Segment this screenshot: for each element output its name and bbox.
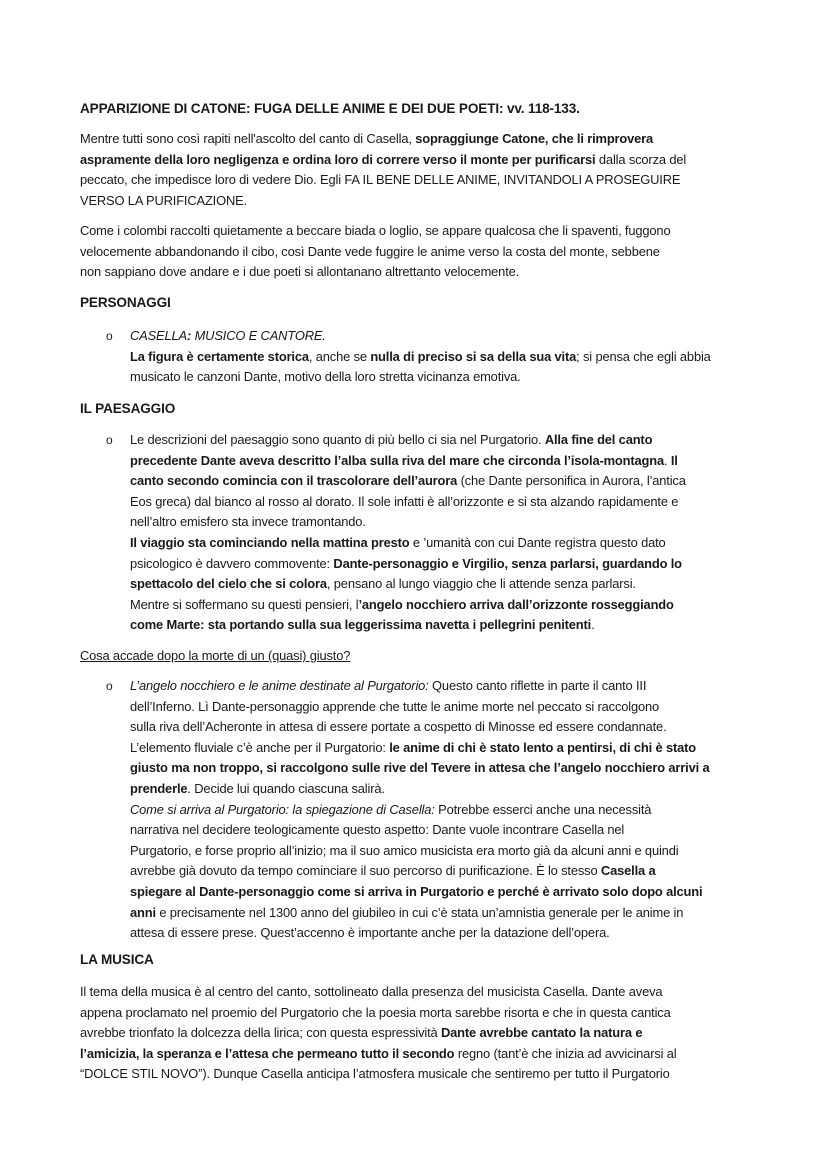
- bullet-marker: o: [106, 679, 113, 693]
- text-run: avrebbe già dovuto da tempo cominciare il suo percorso di purificazione. È lo stesso: [130, 863, 601, 879]
- text-line: [130, 923, 709, 944]
- text-run: Purgatorio, e forse proprio all’inizio; ma il suo amico musicista era morto già da alcuni anni e quindi: [130, 842, 679, 858]
- text-line: [130, 676, 709, 697]
- bullet-paesaggio: [130, 430, 686, 636]
- section-title: [80, 99, 580, 120]
- text-run: dalla scorza del: [595, 151, 687, 167]
- text-line: [80, 1064, 677, 1085]
- text-run: , anche se: [308, 348, 371, 364]
- text-line: [130, 841, 709, 862]
- text-run: nulla di preciso si sa della sua vita: [370, 348, 577, 364]
- text-line: [80, 950, 154, 971]
- text-run: IL PAESAGGIO: [80, 401, 176, 416]
- text-run: .: [664, 452, 671, 468]
- text-line: [130, 451, 686, 472]
- text-line: [130, 615, 686, 636]
- text-run: psicologico è davvero commovente:: [130, 555, 334, 571]
- text-line: [80, 1023, 677, 1044]
- text-line: [80, 242, 670, 263]
- bullet-angelo: [130, 676, 709, 944]
- text-run: attesa di essere prese. Quest’accenno è importante anche per la datazione dell’opera.: [130, 925, 610, 941]
- text-line: [80, 399, 175, 420]
- text-run: regno (tant’è che inizia ad avvicinarsi al: [454, 1045, 677, 1061]
- bullet-casella: [130, 326, 711, 388]
- text-run: , pensano al lungo viaggio che li attende senza parlarsi.: [326, 576, 636, 592]
- heading-musica: [80, 950, 154, 971]
- text-line: [80, 150, 686, 171]
- text-run: sopraggiunge Catone, che li rimprovera: [415, 131, 654, 146]
- text-run: Eos greca) dal bianco al rosso al dorato. Il sole infatti è all’orizzonte e si sta alzando rapidamente e: [130, 493, 679, 509]
- text-line: [130, 861, 709, 882]
- text-line: [130, 882, 709, 903]
- text-line: [130, 512, 686, 533]
- text-line: [130, 326, 711, 347]
- text-line: [130, 554, 686, 575]
- subheading-morte: [80, 646, 350, 667]
- text-run: VERSO LA PURIFICAZIONE.: [80, 192, 248, 208]
- heading-personaggi: [80, 293, 171, 314]
- text-line: [80, 221, 670, 242]
- text-run: La figura è certamente storica: [130, 348, 309, 364]
- text-run: Dante-personaggio e Virgilio, senza parlarsi, guardando lo: [333, 555, 682, 571]
- text-run: e ’umanità con cui Dante registra questo dato: [409, 534, 666, 550]
- text-run: . Decide lui quando ciascuna salirà.: [187, 780, 385, 796]
- text-run: Il viaggio sta cominciando nella mattina presto: [130, 534, 410, 550]
- text-run: le anime di chi è stato lento a pentirsi, di chi è stato: [389, 739, 696, 755]
- text-line: [130, 595, 686, 616]
- text-line: [130, 903, 709, 924]
- text-run: LA MUSICA: [80, 952, 154, 967]
- text-run: Mentre tutti sono così rapiti nell'ascolto del canto di Casella,: [80, 131, 416, 146]
- text-run: aspramente della loro negligenza e ordina loro di correre verso il monte per purificarsi: [80, 151, 596, 167]
- text-line: [130, 738, 709, 759]
- text-run: ’angelo nocchiero arriva dall’orizzonte rosseggiando: [358, 596, 674, 612]
- heading-paesaggio: [80, 399, 175, 420]
- text-line: [130, 347, 711, 368]
- text-run: “DOLCE STIL NOVO”). Dunque Casella anticipa l’atmosfera musicale che sentiremo per tutto il Purgatorio: [80, 1066, 670, 1082]
- text-run: avrebbe trionfato la dolcezza della lirica; con questa espressività: [80, 1025, 441, 1041]
- text-run: non sappiano dove andare e i due poeti si allontanano altrettanto velocemente.: [80, 264, 520, 280]
- text-run: peccato, che impedisce loro di vedere Dio. Egli FA IL BENE DELLE ANIME, INVITANDOLI A PROSEGUIRE: [80, 172, 681, 188]
- text-run: ; si pensa che egli abbia: [576, 348, 711, 364]
- text-run: spiegare al Dante-personaggio come si arriva in Purgatorio e perché è arrivato solo dopo alcuni: [130, 883, 703, 899]
- text-line: [130, 574, 686, 595]
- text-run: MUSICO E CANTORE.: [191, 328, 326, 343]
- text-run: Come i colombi raccolti quietamente a beccare biada o loglio, se appare qualcosa che li spaventi, fuggono: [80, 223, 671, 238]
- text-line: [130, 367, 711, 388]
- text-line: [130, 430, 686, 451]
- text-run: anni: [130, 904, 156, 920]
- text-line: [130, 697, 709, 718]
- text-line: [130, 758, 709, 779]
- text-line: [80, 170, 686, 191]
- text-line: [130, 533, 686, 554]
- text-run: precedente Dante aveva descritto l’alba sulla riva del mare che circonda l’isola-montagna: [130, 452, 664, 468]
- text-line: [130, 779, 709, 800]
- text-run: appena proclamato nel proemio del Purgatorio che la poesia morta sarebbe risorta e che in questa cantica: [80, 1004, 671, 1020]
- text-run: Questo canto riflette in parte il canto III: [428, 678, 647, 693]
- text-run: narrativa nel decidere teologicamente questo aspetto: Dante vuole incontrare Casella nel: [130, 822, 625, 838]
- text-line: [80, 293, 171, 314]
- text-line: [130, 471, 686, 492]
- text-run: Potrebbe esserci anche una necessità: [434, 801, 652, 817]
- text-run: prenderle: [130, 780, 188, 796]
- text-run: musicato le canzoni Dante, motivo della loro stretta vicinanza emotiva.: [130, 369, 521, 385]
- text-run: e precisamente nel 1300 anno del giubileo in cui c’è stata un’amnistia generale per le anime in: [155, 904, 684, 920]
- text-line: [80, 262, 670, 283]
- text-run: .: [591, 617, 595, 633]
- text-line: [80, 191, 686, 212]
- text-run: L’angelo nocchiero e le anime destinate al Purgatorio:: [130, 678, 429, 693]
- text-line: [80, 129, 686, 150]
- text-run: Casella a: [600, 863, 656, 879]
- text-run: :: [187, 328, 192, 343]
- text-run: Il: [670, 452, 678, 468]
- text-run: spettacolo del cielo che si colora: [130, 576, 327, 592]
- bullet-marker: o: [106, 433, 113, 447]
- text-line: [130, 820, 709, 841]
- paragraph-musica: [80, 982, 677, 1085]
- text-run: giusto ma non troppo, si raccolgono sulle rive del Tevere in attesa che l’angelo nocchiero arrivi a: [130, 760, 710, 776]
- text-run: APPARIZIONE DI CATONE: FUGA DELLE ANIME E DEI DUE POETI: vv. 118-133: [80, 101, 577, 116]
- text-run: dell’Inferno. Lì Dante-personaggio apprende che tutte le anime morte nel peccato si raccolgono: [130, 698, 660, 714]
- text-run: .: [576, 101, 580, 116]
- text-run: nell’altro emisfero sta invece tramontando.: [130, 514, 366, 530]
- paragraph: [80, 129, 686, 211]
- text-line: [80, 1003, 677, 1024]
- text-run: PERSONAGGI: [80, 295, 171, 310]
- text-line: [80, 99, 580, 120]
- text-run: canto secondo comincia con il trascolorare dell’aurora: [130, 473, 458, 489]
- text-line: [130, 800, 709, 821]
- text-run: velocemente abbandonando il cibo, così Dante vede fuggire le anime verso la costa del monte, sebbene: [80, 243, 660, 259]
- text-run: come Marte: sta portando sulla sua leggerissima navetta i pellegrini penitenti: [130, 617, 592, 633]
- text-line: [80, 1044, 677, 1065]
- text-line: [130, 717, 709, 738]
- text-run: Il tema della musica è al centro del canto, sottolineato dalla presenza del musicista Casella. Dante aveva: [80, 984, 663, 999]
- text-run: Come si arriva al Purgatorio: la spiegazione di Casella:: [130, 801, 435, 817]
- text-run: Le descrizioni del paesaggio sono quanto di più bello ci sia nel Purgatorio.: [130, 432, 545, 447]
- text-run: Cosa accade dopo la morte di un (quasi) giusto?: [80, 648, 351, 663]
- text-run: sulla riva dell’Acheronte in attesa di essere portate a cospetto di Minosse ed essere condannate.: [130, 719, 667, 735]
- text-run: L’elemento fluviale c’è anche per il Purgatorio:: [130, 739, 390, 755]
- text-run: Dante avrebbe cantato la natura e: [440, 1025, 643, 1041]
- text-run: l’amicizia, la speranza e l’attesa che permeano tutto il secondo: [80, 1045, 455, 1061]
- text-line: [130, 492, 686, 513]
- bullet-marker: o: [106, 329, 113, 343]
- text-line: [80, 982, 677, 1003]
- text-line: [80, 646, 350, 667]
- text-run: (che Dante personifica in Aurora, l’antica: [457, 473, 686, 489]
- text-run: Alla fine del canto: [544, 432, 653, 447]
- text-run: Mentre si soffermano su questi pensieri, l: [130, 596, 359, 612]
- paragraph: [80, 221, 670, 283]
- text-run: CASELLA: [130, 328, 187, 343]
